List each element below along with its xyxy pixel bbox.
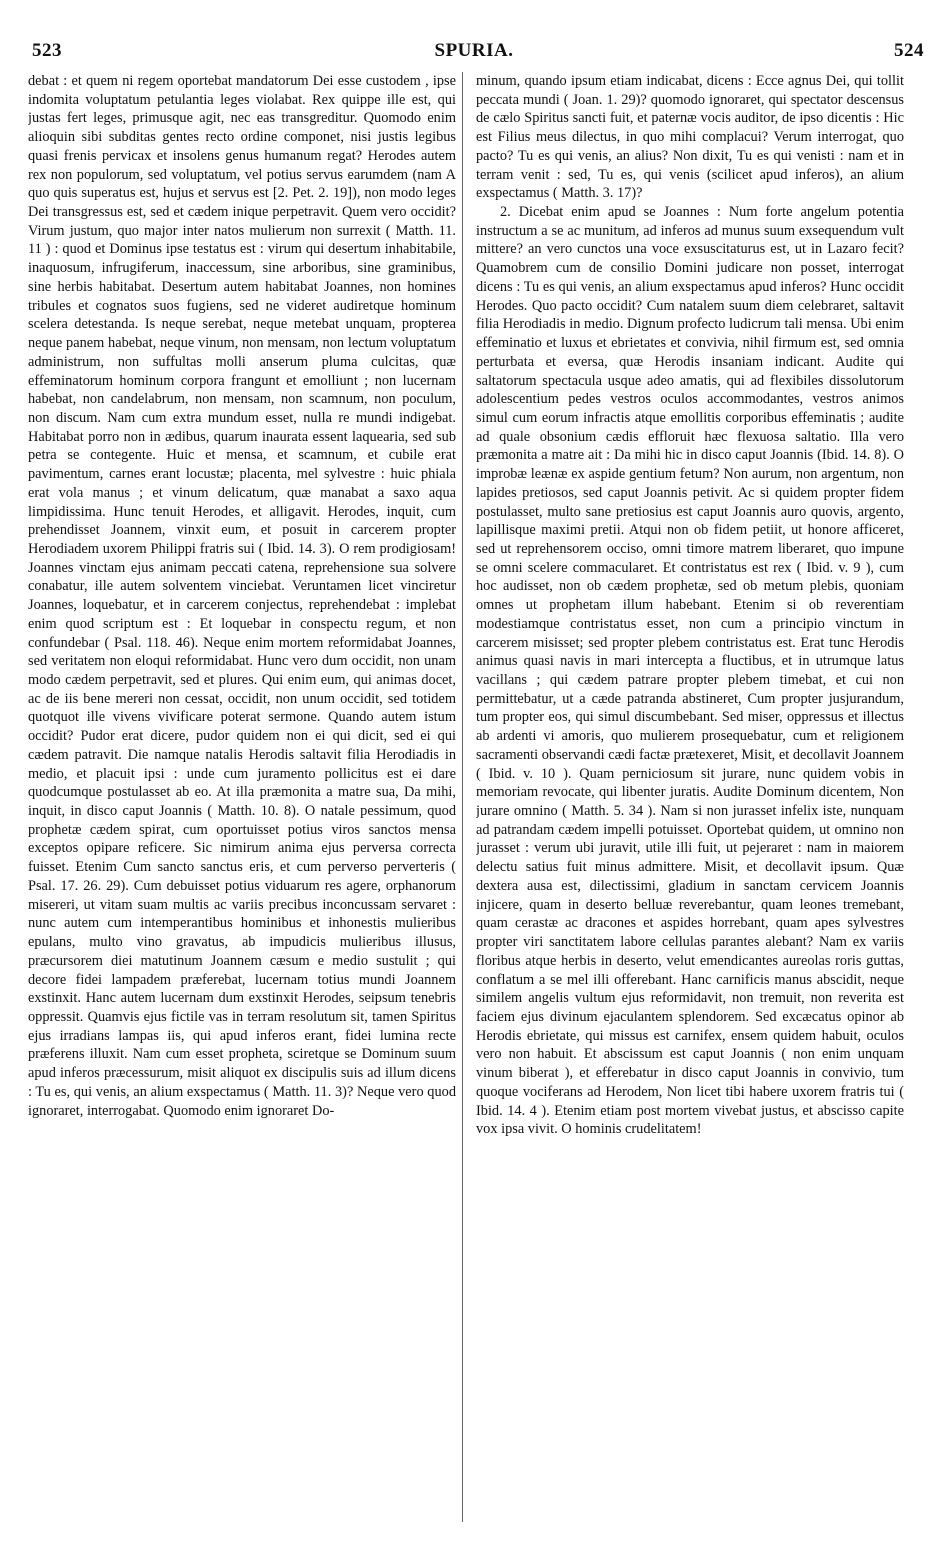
running-header bbox=[24, 40, 924, 66]
page-number-right: 524 bbox=[894, 40, 924, 61]
page-number-left: 523 bbox=[32, 40, 62, 61]
left-column bbox=[28, 72, 456, 1532]
right-paragraph-2: 2. Dicebat enim apud se Joannes : Num forte angelum potentia instructum a se ac munitum, ad inferos ad munus suum exsequendum vult mittere? an vero cunctos una voce exsuscitaturus est, ut in Lazaro fecit? Quamobrem cum de consilio Domini judicare non posset, interrogat dicens : Tu es qui venis, an alium exspectamus apud inferos? Hunc occidit Herodes. Quo pacto occidit? Cum natalem suum diem celebraret, saltavit filia Herodiadis in medio. Dignum profecto ludicrum tali mensa. Ubi enim effeminatio et luxus et ebrietates et convivia, nihil firmum est, sed omnia perturbata et eversa, quæ Herodis insaniam indicant. Audite qui saltatorum spectacula usque adeo amatis, qui ad flexibiles dissolutorum adolescentium pedes vestros oculos accommodantes, vestros animos simul cum eorum infractis atque emollitis corporibus effeminatis ; audite ad quale obsonium cædis effloruit hæc flexuosa saltatio. Illa vero præmonita a matre ait : Da mihi hic in disco caput Joannis (Ibid. 14. 8). O improbæ leænæ ex aspide gentium fetum? Non aurum, non argentum, non lapides pretiosos, sed caput Joannis petivit. Ac si quidem propter fidem postulasset, multo sane pretiosius est caput Joannis auro quovis, argento, lapillisque maximi pretii. Atqui non ob fidem petiit, ut honore afficeret, sed ut reprehensorem occiso, omni timore matrem liberaret, quo impune se omni scelere commacularet. Et contristatus est rex ( Ibid. v. 9 ), cum hoc audisset, non ob cædem prophetæ, sed ob metum plebis, quoniam omnes ut prophetam illum habebant. Etenim si ob reverentiam modestiamque contristatus esset, non cum a principio vinctum in carcerem misisset; sed propter plebem contristatus est. Erat tunc Herodis animus quasi navis in mari intercepta a fluctibus, et in utrumque latus vacillans ; qui cædem patrare propter plebem timebat, et cui non permittebatur, ut a cæde patranda abstineret, Cum propter jusjurandum, tum propter eos, qui simul discumbebant. Sed miser, oppressus et illectus ab ardenti vi amoris, quo mulierem prosequebatur, cum et religionem sacramenti observandi cædi factæ prætexeret, Misit, et decollavit Joannem ( Ibid. v. 10 ). Quam perniciosum sit jurare, nunc quidem vobis in memoriam revocate, qui libenter juratis. Audite Dominum dicentem, Non jurare omnino ( Matth. 5. 34 ). Nam si non jurasset infelix iste, nunquam ad patrandam cædem impelli potuisset. Oportebat quidem, ut omnino non jurasset : verum ubi juravit, utile illi fuit, ut pejeraret : nam in maiorem delectu satius fuit minus admittere. Misit, et decollavit ipsum. Quæ dextera ausa est, dilectissimi, gladium in sanctam cervicem Joannis injicere, quam in deserto belluæ reverebantur, quam leones tremebant, quam cerastæ ac dracones et aspides horrebant, quam apes sylvestres propter viri sanctitatem labore cellulas parantes alebant? Nam ex variis floribus atque herbis in deserto, velut emendicantes aureolas roris guttas, conflatum a se mel illi offerebant. Hanc carnificis manus abscidit, neque similem angelis vultum ejus reformidavit, non tremuit, non reverita est faciem ejus divinum ejaculantem splendorem. Sed excæcatus opinor ab Herodis ebrietate, qui missus est carnifex, ensem quidem habuit, oculos vero non habuit. Et abscissum est caput Joannis ( non enim unquam vinum biberat ), et efferebatur in disco caput Joannis in convivio, tum quoque vociferans ad Herodem, Non licet tibi habere uxorem fratris tui ( Ibid. 14. 4 ). Etenim etiam post mortem vivebat justus, et abscisso capite vox ipsa vivit. O hominis crudelitatem! bbox=[476, 204, 904, 1138]
running-title: SPURIA. bbox=[434, 40, 514, 61]
right-column bbox=[476, 72, 904, 1532]
column-divider bbox=[462, 72, 463, 1522]
right-paragraph-1: minum, quando ipsum etiam indicabat, dicens : Ecce agnus Dei, qui tollit peccata mundi ( Joan. 1. 29)? quomodo ignoraret, qui spectator descensus de cælo Spiritus sancti fuit, et paternæ vocis auditor, de ipso dicentis : Hic est Filius meus dilectus, in quo mihi complacui? Verum interrogat, quo pacto? Tu es qui venis, an alius? Non dixit, Tu es qui venisti : nam et in terram venit : sed, Tu es, qui venis (scilicet apud inferos), an alium exspectamus ( Matth. 3. 17)? bbox=[476, 73, 904, 202]
left-paragraph-1: debat : et quem ni regem oportebat mandatorum Dei esse custodem , ipse indomita voluptatum petulantia leges violabat. Rex quippe ille est, qui justas fert leges, primusque agit, nec eas transgreditur. Quomodo enim alioquin sibi subditas gentes recto ordine componet, nisi justis legibus quasi frenis pervicax et insolens genus humanum regat? Herodes autem rex non populorum, sed voluptatum, vel potius servus earumdem (nam A quo quis superatus est, hujus et servus est [2. Pet. 2. 19]), non modo leges Dei transgressus est, sed et cædem inique perpetravit. Quem vero occidit? Virum justum, quo major inter natos mulierum non surrexit ( Matth. 11. 11 ) : quod et Dominus ipse testatus est : virum qui desertum inhabitabile, inaquosum, infrugiferum, inaccessum, sine arboribus, sine graminibus, sine herbis habitabat. Desertum autem habitabat Joannes, non homines tribules et cognatos suos fugiens, sed ne videret audiretque hominum scelera detestanda. Is neque serebat, neque metebat unquam, propterea neque panem habebat, neque vinum, non mensam, non lectum voluptatum administrum, non suffultas molli anserum pluma culcitas, quæ effeminatorum hominum corpora frangunt et emolliunt ; non lucernam habebat, non candelabrum, non mensam, non scamnum, non poculum, non discum. Nam cum extra mundum esset, nulla re mundi indigebat. Habitabat porro non in ædibus, quarum inaurata essent laquearia, sed sub petra se contegente. Huic et mensa, et scamnum, et cubile erat pavimentum, carnes erant locustæ; placenta, mel sylvestre : huic phiala erat vola manus ; et vinum delicatum, quæ manabat a saxo aqua limpidissima. Hunc tenuit Herodes, et alligavit. Herodes, inquit, cum prehendisset Joannem, vinxit eum, et posuit in carcerem propter Herodiadem uxorem Philippi fratris sui ( Ibid. 14. 3). O rem prodigiosam! Joannes vinctam ejus animam peccati catena, reprehensione sua solvere conabatur, ille autem solventem vinciebat. Veruntamen licet vinciretur Joannes, loquebatur, et in carcerem conjectus, reprehendebat : implebat enim quod scriptum est : Et loquebar in conspectu regum, et non confundebar ( Psal. 118. 46). Neque enim mortem reformidabat Joannes, sed veritatem non eloqui reformidabat. Hunc vero dum occidit, non unam modo cædem perpetravit, sed et plures. Qui enim eum, qui animas docet, ac de iis bene mereri non cessat, occidit, non unum occidit, sed totidem quotquot ille vivens vivificare poterat sermone. Quando autem istum occidit? Pudor erat dicere, pudor quidem non ei qui dicit, sed ei qui cædem patravit. Die namque natalis Herodis saltavit filia Herodiadis in medio, et placuit ipsi : unde cum juramento pollicitus est ei dare quodcumque postulasset ab eo. At illa præmonita a matre sua, Da mihi, inquit, in disco caput Joannis ( Matth. 10. 8). O natale pessimum, quod prophetæ cædem spirat, cum oportuisset potius viros sanctos mensa exceptos opipare reficere. Sic nimirum anima ejus perversa correcta fuisset. Etenim Cum sancto sanctus eris, et cum perverso perverteris ( Psal. 17. 26. 29). Cum debuisset potius viduarum res agere, orphanorum misereri, ut vitam suam multis ac variis precibus inconcussam servaret : nunc autem cum intemperantibus hominibus et inhonestis mulieribus epulans, multo vino gravatus, ab impudicis mulieribus illusus, præcursorem diei matutinum Joannem cæsum e medio sustulit ; qui decore fidei lampadem præferebat, lucernam totius mundi Joannem exstinxit. Hanc autem lucernam dum exstinxit Herodes, seipsum tenebris oppressit. Quamvis ejus fictile vas in terram resolutum sit, tamen Spiritus ejus irradians lampas iis, qui apud inferos erant, fidei lumina recte præferens illuxit. Nam cum esset propheta, sciretque se Dominum suum apud inferos præcessurum, misit aliquot ex discipulis suis ad illum dicens : Tu es, qui venis, an alium exspectamus ( Matth. 11. 3)? Neque vero quod ignoraret, interrogabat. Quomodo enim ignoraret Do- bbox=[28, 73, 456, 1119]
